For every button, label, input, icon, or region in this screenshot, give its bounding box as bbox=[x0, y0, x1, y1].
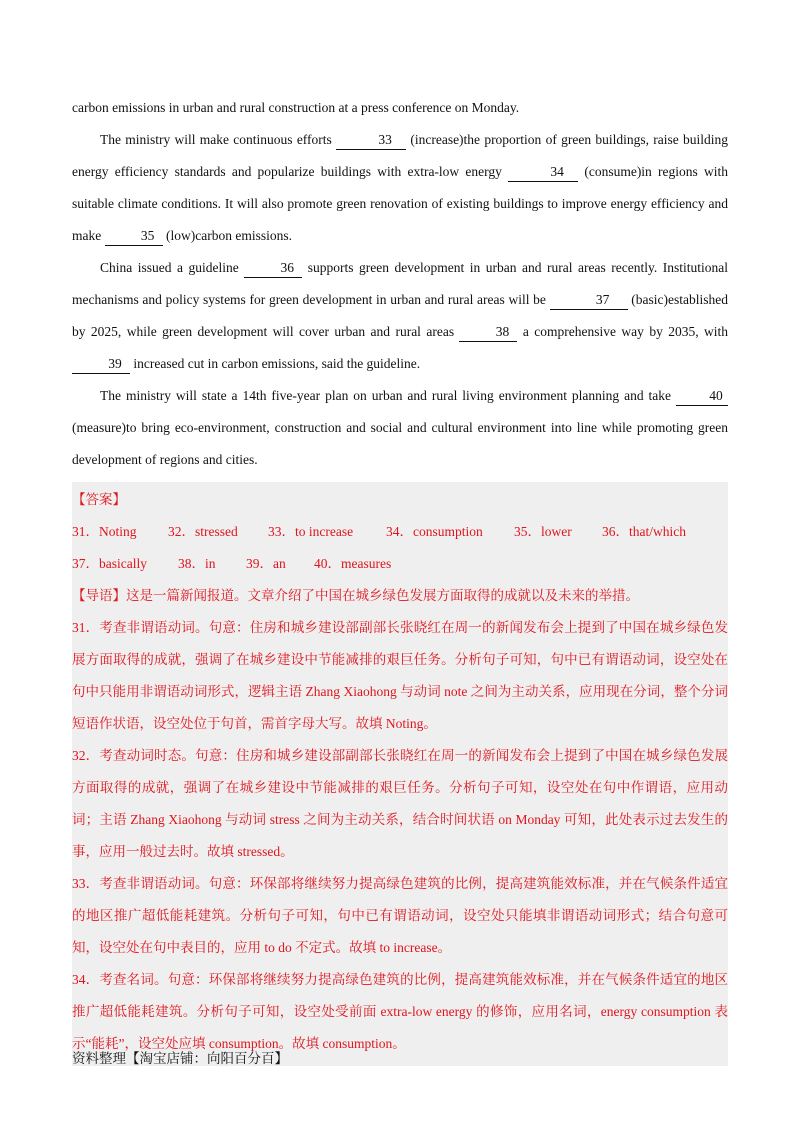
passage-text: (consume)in regions with suitable climate conditions. It will also promote green renovation of existing buildings to improve energy efficiency and make bbox=[72, 164, 728, 243]
passage-text: increased cut in carbon emissions, said the guideline. bbox=[130, 356, 421, 371]
answer-label: 【答案】 bbox=[72, 492, 126, 507]
passage-paragraph-1 bbox=[72, 124, 728, 252]
explanation-34: 34．考查名词。句意：环保部将继续努力提高绿色建筑的比例，提高建筑能效标准，并在气候条件适宜的地区推广超低能耗建筑。分析句子可知，设空处受前面 extra-low energy 的修饰，应用名词，energy consumption 表示“能耗”，设空处应填 consumption。故填 consumption。 bbox=[72, 972, 728, 1051]
answer-item: 31．Noting bbox=[72, 524, 137, 539]
passage-text: supports green development in urban and rural areas recently. Institutional mechanisms and policy systems for green development in urban and rural areas will be bbox=[72, 260, 728, 307]
answer-section bbox=[72, 482, 728, 1066]
blank-37: 37 bbox=[550, 291, 628, 310]
passage-line: carbon emissions in urban and rural construction at a press conference on Monday. bbox=[72, 100, 520, 115]
answer-item: 33．to increase bbox=[268, 524, 354, 539]
blank-39: 39 bbox=[72, 355, 130, 374]
answer-item: 39．an bbox=[246, 556, 286, 571]
passage-text: a comprehensive way by 2035, with bbox=[517, 324, 729, 339]
passage-text: The ministry will state a 14th five-year plan on urban and rural living environment planning and take bbox=[100, 388, 676, 403]
blank-40: 40 bbox=[676, 387, 728, 406]
passage-paragraph-3 bbox=[72, 380, 728, 476]
answer-row-2 bbox=[72, 548, 728, 580]
footer-text: 资料整理【淘宝店铺：向阳百分百】 bbox=[72, 1051, 288, 1067]
passage-paragraph-2 bbox=[72, 252, 728, 380]
answer-item: 36．that/which bbox=[602, 524, 686, 539]
passage-text: (low)carbon emissions. bbox=[162, 228, 292, 243]
answer-item: 40．measures bbox=[314, 556, 392, 571]
answer-item: 38．in bbox=[178, 556, 216, 571]
answer-item: 32．stressed bbox=[168, 524, 238, 539]
passage-text: (increase)the proportion of green buildings, raise building energy efficiency standards and popularize buildings with extra-low energy bbox=[72, 132, 728, 179]
answer-item: 35．lower bbox=[514, 524, 572, 539]
passage-text: The ministry will make continuous efforts bbox=[100, 132, 337, 147]
explanation-33: 33．考查非谓语动词。句意：环保部将继续努力提高绿色建筑的比例，提高建筑能效标准，并在气候条件适宜的地区推广超低能耗建筑。分析句子可知，句中已有谓语动词，设空处只能填非谓语动词形式；结合句意可知，设空处在句中表目的，应用 to do 不定式。故填 to increase。 bbox=[72, 876, 728, 955]
answer-row-1 bbox=[72, 516, 728, 548]
page-content bbox=[72, 92, 728, 1066]
blank-34: 34 bbox=[508, 163, 578, 182]
explanation-32: 32．考查动词时态。句意：住房和城乡建设部副部长张晓红在周一的新闻发布会上提到了中国在城乡绿色发展方面取得的成就，强调了在城乡建设中节能减排的艰巨任务。分析句子可知，设空处在句中作谓语，应用动词；主语 Zhang Xiaohong 与动词 stress 之间为主动关系，结合时间状语 on Monday 可知，此处表示过去发生的事，应用一般过去时。故填 stressed。 bbox=[72, 748, 728, 859]
passage-text: China issued a guideline bbox=[100, 260, 245, 275]
blank-38: 38 bbox=[459, 323, 517, 342]
blank-36: 36 bbox=[244, 259, 302, 278]
blank-35: 35 bbox=[105, 227, 163, 246]
explanation-31: 31．考查非谓语动词。句意：住房和城乡建设部副部长张晓红在周一的新闻发布会上提到了中国在城乡绿色发展方面取得的成就，强调了在城乡建设中节能减排的艰巨任务。分析句子可知，句中已有谓语动词，设空处在句中只能用非谓语动词形式，逻辑主语 Zhang Xiaohong 与动词 note 之间为主动关系，应用现在分词，整个分词短语作状语，设空处位于句首，需首字母大写。故填 Noting。 bbox=[72, 620, 728, 731]
guide-text: 【导语】这是一篇新闻报道。文章介绍了中国在城乡绿色发展方面取得的成就以及未来的举措。 bbox=[72, 588, 639, 603]
blank-33: 33 bbox=[336, 131, 406, 150]
passage-text: (measure)to bring eco-environment, construction and social and cultural environment into line while promoting green development of regions and cities. bbox=[72, 420, 728, 467]
answer-item: 37．basically bbox=[72, 556, 147, 571]
answer-item: 34．consumption bbox=[386, 524, 483, 539]
passage-text: (basic)established by 2025, while green development will cover urban and rural areas bbox=[72, 292, 729, 339]
